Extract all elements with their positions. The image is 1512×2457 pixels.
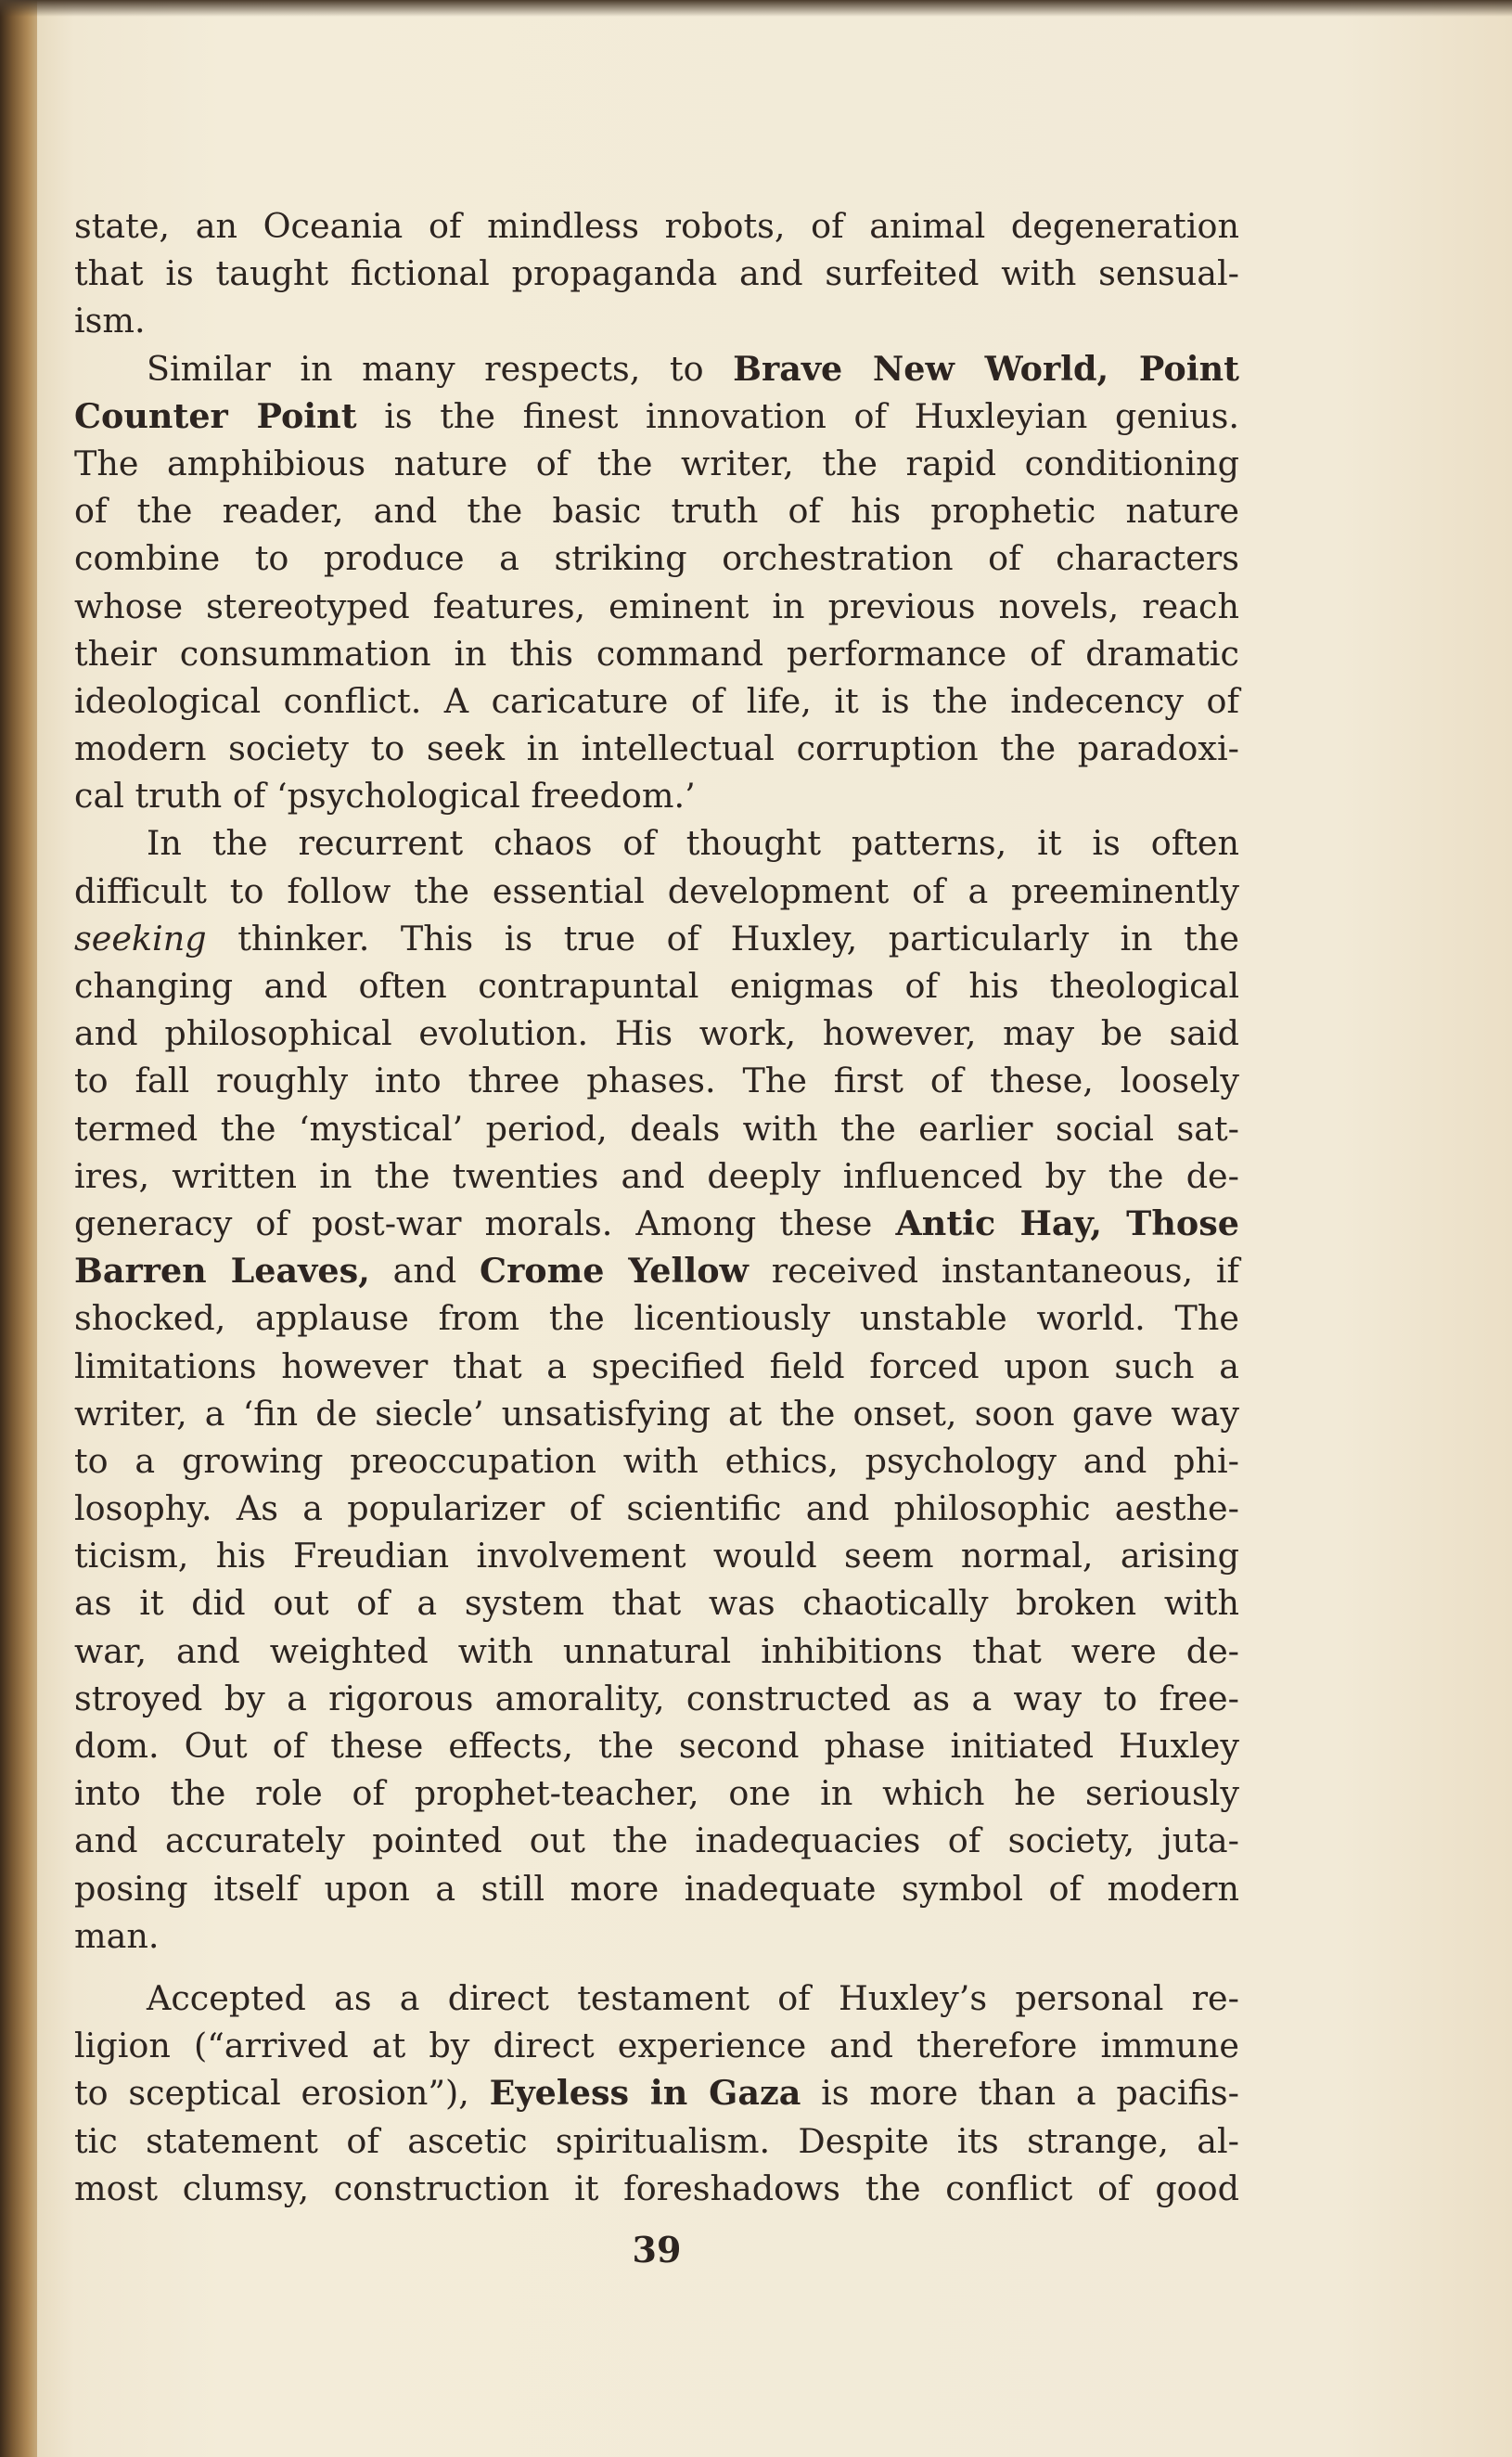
body-text-run: their consummation in this command performance of dramatic bbox=[74, 633, 1239, 674]
body-text-run: man. bbox=[74, 1915, 160, 1956]
text-line bbox=[74, 1105, 1239, 1152]
book-title-text: Eyeless in Gaza bbox=[489, 2073, 801, 2114]
text-line bbox=[74, 915, 1239, 962]
body-text-run: ism. bbox=[74, 301, 146, 341]
text-line bbox=[74, 1817, 1239, 1864]
body-text-run: to fall roughly into three phases. The first of these, loosely bbox=[74, 1061, 1239, 1101]
text-line bbox=[74, 1579, 1239, 1627]
text-line bbox=[74, 1152, 1239, 1200]
text-line bbox=[74, 392, 1239, 440]
text-line bbox=[74, 819, 1239, 867]
body-text-run: modern society to seek in intellectual corruption the paradoxi- bbox=[74, 728, 1239, 769]
body-text-run: as it did out of a system that was chaotically broken with bbox=[74, 1583, 1239, 1624]
body-text-run: dom. Out of these effects, the second phase initiated Huxley bbox=[74, 1726, 1239, 1766]
text-line bbox=[74, 1912, 1239, 1960]
body-text-run: state, an Oceania of mindless robots, of animal degeneration bbox=[74, 206, 1239, 246]
body-text-run: and philosophical evolution. His work, however, may be said bbox=[74, 1013, 1239, 1054]
body-text-run: cal truth of ‘psychological freedom.’ bbox=[74, 776, 696, 817]
body-text-run: is more than a pacifis- bbox=[801, 2073, 1239, 2114]
body-text-run: is the finest innovation of Huxleyian genius. bbox=[356, 395, 1239, 436]
text-line bbox=[74, 725, 1239, 772]
text-line bbox=[74, 1200, 1239, 1247]
body-text-run: stroyed by a rigorous amorality, constructed as a way to free- bbox=[74, 1678, 1239, 1718]
body-text-run: limitations however that a specified field forced upon such a bbox=[74, 1345, 1239, 1386]
text-line bbox=[74, 772, 1239, 819]
text-line bbox=[74, 1975, 1239, 2022]
body-text-run: writer, a ‘fin de siecle’ unsatisfying at the onset, soon gave way bbox=[74, 1393, 1239, 1434]
book-title-text: Antic Hay, Those bbox=[895, 1203, 1239, 1243]
body-text-run: ligion (“arrived at by direct experience and therefore immune bbox=[74, 2026, 1239, 2066]
text-line bbox=[74, 630, 1239, 677]
body-text-run: most clumsy, construction it foreshadows the conflict of good bbox=[74, 2168, 1239, 2208]
body-text-run: to a growing preoccupation with ethics, psychology and phi- bbox=[74, 1440, 1239, 1481]
body-text-run: tic statement of ascetic spiritualism. Despite its strange, al- bbox=[74, 2120, 1239, 2161]
text-line bbox=[74, 1865, 1239, 1912]
body-text-run: war, and weighted with unnatural inhibitions that were de- bbox=[74, 1630, 1239, 1671]
text-line bbox=[74, 297, 1239, 344]
body-text-run: posing itself upon a still more inadequate symbol of modern bbox=[74, 1868, 1239, 1909]
text-line bbox=[74, 1343, 1239, 1390]
body-text-run: ires, written in the twenties and deeply influenced by the de- bbox=[74, 1155, 1239, 1196]
body-text-run: and accurately pointed out the inadequacies of society, juta- bbox=[74, 1820, 1239, 1861]
body-text-run: In the recurrent chaos of thought patterns, it is often bbox=[147, 823, 1239, 864]
body-text-run: to sceptical erosion”), bbox=[74, 2073, 490, 2114]
page-number: 39 bbox=[632, 2229, 682, 2270]
body-text-run: of the reader, and the basic truth of his prophetic nature bbox=[74, 491, 1239, 532]
text-line bbox=[74, 1294, 1239, 1342]
text-line bbox=[74, 1437, 1239, 1485]
body-text bbox=[74, 202, 1239, 2212]
text-line bbox=[74, 1247, 1239, 1294]
text-line bbox=[74, 677, 1239, 725]
text-line bbox=[74, 1010, 1239, 1057]
body-text-run: shocked, applause from the licentiously unstable world. The bbox=[74, 1298, 1239, 1339]
paragraph-gap bbox=[74, 1960, 1239, 1975]
text-line bbox=[74, 440, 1239, 487]
body-text-run: received instantaneous, if bbox=[748, 1251, 1240, 1292]
text-line bbox=[74, 2165, 1239, 2212]
text-line bbox=[74, 2117, 1239, 2165]
text-line bbox=[74, 1532, 1239, 1579]
text-line bbox=[74, 202, 1239, 250]
body-text-run: termed the ‘mystical’ period, deals with the earlier social sat- bbox=[74, 1108, 1239, 1149]
body-text-run: Accepted as a direct testament of Huxley’s personal re- bbox=[147, 1977, 1239, 2018]
body-text-run: changing and often contrapuntal enigmas of his theological bbox=[74, 966, 1239, 1006]
body-text-run: Similar in many respects, to bbox=[147, 348, 734, 389]
text-line bbox=[74, 2069, 1239, 2116]
text-line bbox=[74, 583, 1239, 630]
book-title-text: Counter Point bbox=[74, 395, 357, 436]
text-line bbox=[74, 1627, 1239, 1675]
body-text-run: that is taught fictional propaganda and surfeited with sensual- bbox=[74, 253, 1239, 294]
text-line bbox=[74, 1057, 1239, 1104]
body-text-run: difficult to follow the essential development of a preeminently bbox=[74, 870, 1239, 911]
body-text-run: and bbox=[369, 1251, 481, 1292]
body-text-run: whose stereotyped features, eminent in previous novels, reach bbox=[74, 585, 1239, 626]
text-line bbox=[74, 250, 1239, 297]
body-text-run: into the role of prophet-teacher, one in which he seriously bbox=[74, 1773, 1239, 1814]
top-edge-shadow bbox=[0, 0, 1512, 17]
body-text-run: generacy of post-war morals. Among these bbox=[74, 1203, 896, 1243]
text-line bbox=[74, 1390, 1239, 1437]
text-line bbox=[74, 1675, 1239, 1722]
body-text-run: combine to produce a striking orchestration of characters bbox=[74, 538, 1239, 579]
body-text-run: thinker. This is true of Huxley, particularly in the bbox=[206, 918, 1239, 958]
book-title-text: Crome Yellow bbox=[480, 1251, 749, 1292]
text-line bbox=[74, 1722, 1239, 1769]
body-text-run: ticism, his Freudian involvement would seem normal, arising bbox=[74, 1536, 1239, 1576]
book-title-text: Barren Leaves, bbox=[74, 1251, 370, 1292]
emphasis-text: seeking bbox=[74, 918, 207, 958]
text-line bbox=[74, 962, 1239, 1010]
book-title-text: Brave New World, Point bbox=[733, 348, 1239, 389]
text-line bbox=[74, 868, 1239, 915]
text-line bbox=[74, 1485, 1239, 1532]
text-line bbox=[74, 345, 1239, 392]
text-line bbox=[74, 487, 1239, 534]
text-line bbox=[74, 2022, 1239, 2069]
body-text-run: The amphibious nature of the writer, the rapid conditioning bbox=[74, 443, 1239, 483]
text-line bbox=[74, 1769, 1239, 1817]
body-text-run: ideological conflict. A caricature of life, it is the indecency of bbox=[74, 680, 1239, 721]
text-line bbox=[74, 534, 1239, 582]
body-text-run: losophy. As a popularizer of scientific and philosophic aesthe- bbox=[74, 1488, 1239, 1529]
